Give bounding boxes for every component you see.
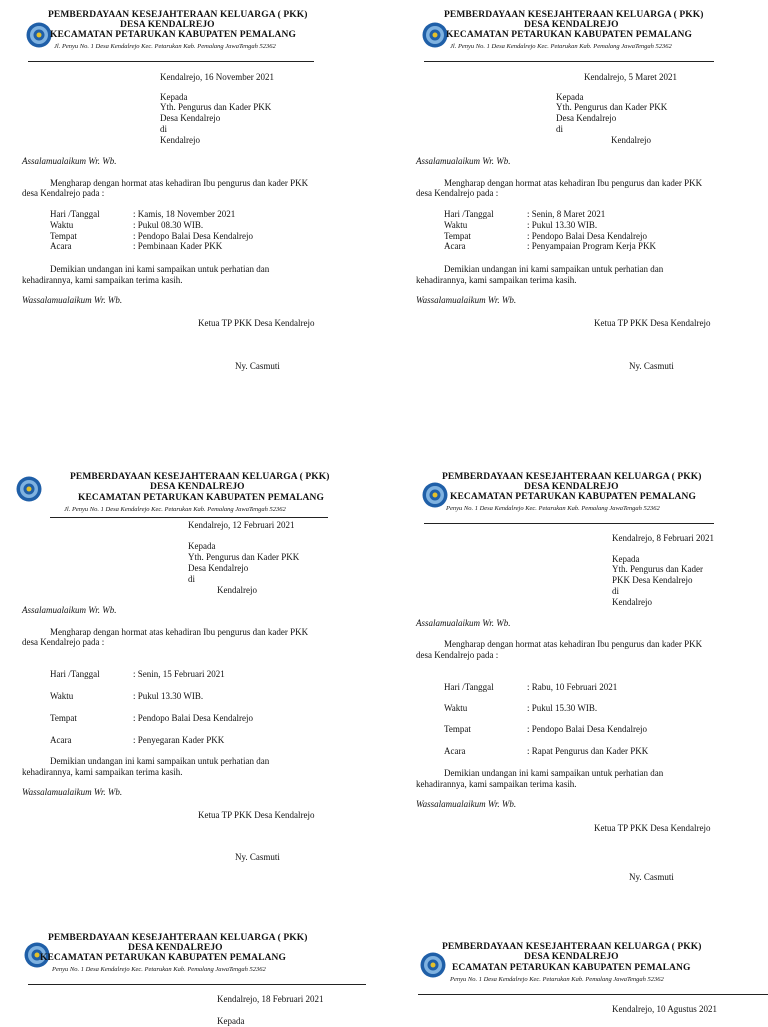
recipient-line: Desa Kendalrejo (556, 113, 617, 123)
letter-date: Kendalrejo, 8 Februari 2021 (612, 533, 714, 543)
header-district: ECAMATAN PETARUKAN KABUPATEN PEMALANG (452, 963, 691, 973)
farewell: Wassalamualaikum Wr. Wb. (416, 799, 517, 809)
detail-label: Tempat (50, 231, 77, 241)
letter-1 (0, 0, 384, 460)
letter-3 (0, 462, 384, 922)
detail-label: Waktu (50, 691, 74, 701)
closing-line: Demikian undangan ini kami sampaikan untuk perhatian dan (50, 264, 270, 274)
pkk-logo (420, 952, 446, 978)
detail-value: : Pendopo Balai Desa Kendalrejo (527, 724, 647, 734)
closing-line: Demikian undangan ini kami sampaikan untuk perhatian dan (444, 768, 664, 778)
pkk-logo (422, 482, 448, 508)
recipient-line: Kendalrejo (612, 597, 652, 607)
body-line: Mengharap dengan hormat atas kehadiran Ibu pengurus dan kader PKK (444, 639, 703, 649)
header-org: PEMBERDAYAAN KESEJAHTERAAN KELUARGA ( PKK) (48, 10, 308, 20)
closing-line: Demikian undangan ini kami sampaikan untuk perhatian dan (50, 756, 270, 766)
recipient-line: Kepada (217, 1016, 245, 1026)
recipient-line: Desa Kendalrejo (160, 113, 221, 123)
detail-value: : Pukul 13.30 WIB. (527, 220, 598, 230)
closing-line: kehadirannya, kami sampaikan terima kasih. (416, 275, 577, 285)
farewell: Wassalamualaikum Wr. Wb. (416, 295, 517, 305)
header-address: Penyu No. 1 Desa Kendalrejo Kec. Petarukan Kab. Pemalang JawaTengah 52362 (446, 505, 660, 512)
detail-label: Hari /Tanggal (50, 669, 100, 679)
header-divider (424, 61, 714, 62)
recipient-line: Desa Kendalrejo (188, 563, 249, 573)
detail-value: : Kamis, 18 November 2021 (133, 209, 236, 219)
detail-label: Waktu (444, 703, 468, 713)
recipient-line: Kepada (188, 541, 216, 551)
header-village: DESA KENDALREJO (524, 952, 619, 962)
recipient-line: di (612, 586, 620, 596)
header-divider (50, 517, 328, 518)
detail-label: Waktu (50, 220, 74, 230)
signer-title: Ketua TP PKK Desa Kendalrejo (594, 318, 711, 328)
detail-value: : Pendopo Balai Desa Kendalrejo (133, 713, 253, 723)
header-divider (28, 61, 314, 62)
detail-value: : Senin, 15 Februari 2021 (133, 669, 225, 679)
signer-name: Ny. Casmuti (629, 361, 674, 371)
header-divider (418, 994, 768, 995)
signer-name: Ny. Casmuti (235, 361, 280, 371)
detail-label: Acara (444, 241, 466, 251)
header-divider (28, 984, 366, 985)
recipient-line: Kendalrejo (160, 135, 200, 145)
header-address: Jl. Penyu No. 1 Desa Kendalrejo Kec. Petarukan Kab. Pemalang JawaTengah 52362 (450, 43, 672, 50)
recipient-line: Kendalrejo (611, 135, 651, 145)
header-org: PEMBERDAYAAN KESEJAHTERAAN KELUARGA ( PKK) (442, 942, 702, 952)
detail-label: Hari /Tanggal (50, 209, 100, 219)
signer-name: Ny. Casmuti (235, 852, 280, 862)
recipient-line: Kendalrejo (217, 585, 257, 595)
letter-date: Kendalrejo, 5 Maret 2021 (584, 72, 677, 82)
recipient-line: Yth. Pengurus dan Kader PKK (160, 102, 272, 112)
signer-name: Ny. Casmuti (629, 872, 674, 882)
detail-value: : Rapat Pengurus dan Kader PKK (527, 746, 649, 756)
body-line: Mengharap dengan hormat atas kehadiran Ibu pengurus dan kader PKK (444, 178, 703, 188)
header-org: PEMBERDAYAAN KESEJAHTERAAN KELUARGA ( PKK) (442, 472, 702, 482)
closing-line: Demikian undangan ini kami sampaikan untuk perhatian dan (444, 264, 664, 274)
detail-value: : Pendopo Balai Desa Kendalrejo (133, 231, 253, 241)
header-address: Penyu No. 1 Desa Kendalrejo Kec. Petarukan Kab. Pemalang JawaTengah 52362 (52, 966, 266, 973)
header-address: Jl. Penyu No. 1 Desa Kendalrejo Kec. Petarukan Kab. Pemalang JawaTengah 52362 (54, 43, 276, 50)
recipient-line: di (160, 124, 168, 134)
signer-title: Ketua TP PKK Desa Kendalrejo (594, 823, 711, 833)
greeting: Assalamualaikum Wr. Wb. (22, 605, 117, 615)
letter-date: Kendalrejo, 16 November 2021 (160, 72, 274, 82)
header-village: DESA KENDALREJO (524, 20, 619, 30)
detail-value: : Pukul 13.30 WIB. (133, 691, 204, 701)
detail-value: : Penyegaran Kader PKK (133, 735, 225, 745)
greeting: Assalamualaikum Wr. Wb. (416, 156, 511, 166)
detail-label: Tempat (50, 713, 77, 723)
detail-value: : Senin, 8 Maret 2021 (527, 209, 606, 219)
header-district: KECAMATAN PETARUKAN KABUPATEN PEMALANG (50, 30, 296, 40)
letter-date: Kendalrejo, 10 Agustus 2021 (612, 1004, 717, 1014)
closing-line: kehadirannya, kami sampaikan terima kasih. (416, 779, 577, 789)
header-village: DESA KENDALREJO (524, 482, 619, 492)
detail-value: : Pukul 15.30 WIB. (527, 703, 598, 713)
recipient-line: Kepada (556, 92, 584, 102)
detail-label: Acara (50, 735, 72, 745)
header-village: DESA KENDALREJO (128, 943, 223, 953)
letter-date: Kendalrejo, 12 Februari 2021 (188, 520, 295, 530)
header-village: DESA KENDALREJO (120, 20, 215, 30)
detail-value: : Penyampaian Program Kerja PKK (527, 241, 656, 251)
detail-label: Hari /Tanggal (444, 682, 494, 692)
body-line: Mengharap dengan hormat atas kehadiran Ibu pengurus dan kader PKK (50, 627, 309, 637)
detail-value: : Rabu, 10 Februari 2021 (527, 682, 618, 692)
greeting: Assalamualaikum Wr. Wb. (22, 156, 117, 166)
header-address: Penyu No. 1 Desa Kendalrejo Kec. Petarukan Kab. Pemalang JawaTengah 52362 (450, 976, 664, 983)
closing-line: kehadirannya, kami sampaikan terima kasih. (22, 275, 183, 285)
pkk-logo (26, 22, 52, 48)
header-district: KECAMATAN PETARUKAN KABUPATEN PEMALANG (40, 953, 286, 963)
detail-label: Tempat (444, 724, 471, 734)
recipient-line: Kepada (612, 554, 640, 564)
header-org: PEMBERDAYAAN KESEJAHTERAAN KELUARGA ( PKK) (48, 933, 308, 943)
detail-label: Hari /Tanggal (444, 209, 494, 219)
body-line: desa Kendalrejo pada : (22, 188, 105, 198)
farewell: Wassalamualaikum Wr. Wb. (22, 295, 123, 305)
pkk-logo (422, 22, 448, 48)
header-org: PEMBERDAYAAN KESEJAHTERAAN KELUARGA ( PKK) (70, 472, 330, 482)
body-line: desa Kendalrejo pada : (22, 637, 105, 647)
recipient-line: di (188, 574, 196, 584)
recipient-line: Kepada (160, 92, 188, 102)
recipient-line: PKK Desa Kendalrejo (612, 575, 693, 585)
body-line: desa Kendalrejo pada : (416, 650, 499, 660)
body-line: desa Kendalrejo pada : (416, 188, 499, 198)
recipient-line: di (556, 124, 564, 134)
greeting: Assalamualaikum Wr. Wb. (416, 618, 511, 628)
closing-line: kehadirannya, kami sampaikan terima kasih. (22, 767, 183, 777)
detail-label: Tempat (444, 231, 471, 241)
header-address: Jl. Penyu No. 1 Desa Kendalrejo Kec. Petarukan Kab. Pemalang JawaTengah 52362 (64, 506, 286, 513)
detail-value: : Pendopo Balai Desa Kendalrejo (527, 231, 647, 241)
letter-4 (396, 462, 768, 922)
recipient-line: Yth. Pengurus dan Kader PKK (188, 552, 300, 562)
letter-6 (396, 924, 768, 1024)
letter-2 (396, 0, 768, 460)
detail-label: Acara (444, 746, 466, 756)
detail-value: : Pukul 08.30 WIB. (133, 220, 204, 230)
detail-label: Waktu (444, 220, 468, 230)
detail-value: : Pembinaan Kader PKK (133, 241, 223, 251)
header-village: DESA KENDALREJO (150, 482, 245, 492)
header-district: KECAMATAN PETARUKAN KABUPATEN PEMALANG (446, 30, 692, 40)
pkk-logo (16, 476, 42, 502)
letter-5 (0, 924, 384, 1024)
recipient-line: Yth. Pengurus dan Kader PKK (556, 102, 668, 112)
header-divider (424, 523, 714, 524)
header-district: KECAMATAN PETARUKAN KABUPATEN PEMALANG (450, 492, 696, 502)
signer-title: Ketua TP PKK Desa Kendalrejo (198, 810, 315, 820)
recipient-line: Yth. Pengurus dan Kader (612, 564, 703, 574)
header-district: KECAMATAN PETARUKAN KABUPATEN PEMALANG (78, 493, 324, 503)
letter-date: Kendalrejo, 18 Februari 2021 (217, 994, 324, 1004)
signer-title: Ketua TP PKK Desa Kendalrejo (198, 318, 315, 328)
header-org: PEMBERDAYAAN KESEJAHTERAAN KELUARGA ( PKK) (444, 10, 704, 20)
farewell: Wassalamualaikum Wr. Wb. (22, 787, 123, 797)
detail-label: Acara (50, 241, 72, 251)
body-line: Mengharap dengan hormat atas kehadiran Ibu pengurus dan kader PKK (50, 178, 309, 188)
